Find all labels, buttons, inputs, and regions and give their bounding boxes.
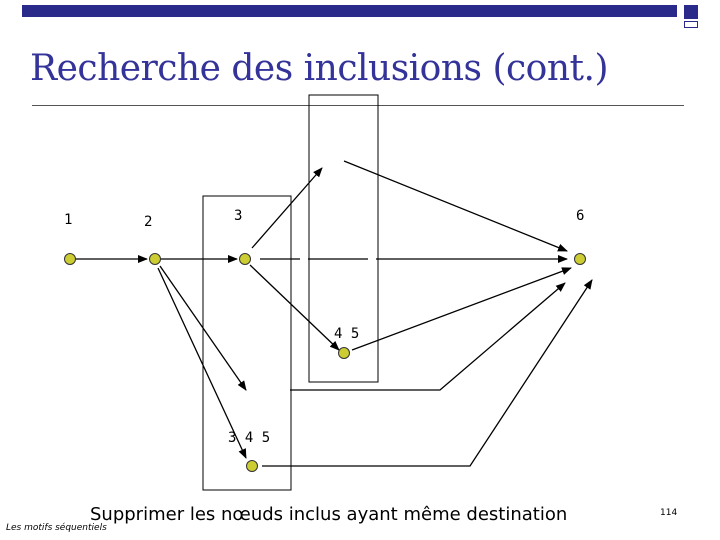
label-node-45: 4 5 — [334, 326, 360, 342]
edge-45-6 — [352, 268, 571, 350]
edge-top-6 — [344, 161, 567, 251]
node-2 — [150, 254, 161, 265]
node-345 — [247, 461, 258, 472]
node-1 — [65, 254, 76, 265]
footer-text: Les motifs séquentiels — [6, 523, 107, 533]
node-45 — [339, 348, 350, 359]
label-node-2: 2 — [144, 214, 153, 230]
label-node-6: 6 — [576, 208, 585, 224]
label-node-3: 3 — [234, 208, 243, 224]
node-3 — [240, 254, 251, 265]
edge-345-6 — [262, 280, 592, 466]
label-node-1: 1 — [64, 212, 73, 228]
page-number: 114 — [660, 508, 678, 518]
slide-title: Recherche des inclusions (cont.) — [30, 48, 608, 89]
label-node-345: 3 4 5 — [228, 430, 271, 446]
edge-mid-6 — [290, 283, 565, 390]
edge-3-up — [252, 168, 322, 248]
nodes — [65, 254, 586, 472]
node-6 — [575, 254, 586, 265]
slide-caption: Supprimer les nœuds inclus ayant même destination — [90, 504, 568, 525]
edge-3-45 — [250, 265, 339, 350]
edges — [75, 161, 592, 466]
